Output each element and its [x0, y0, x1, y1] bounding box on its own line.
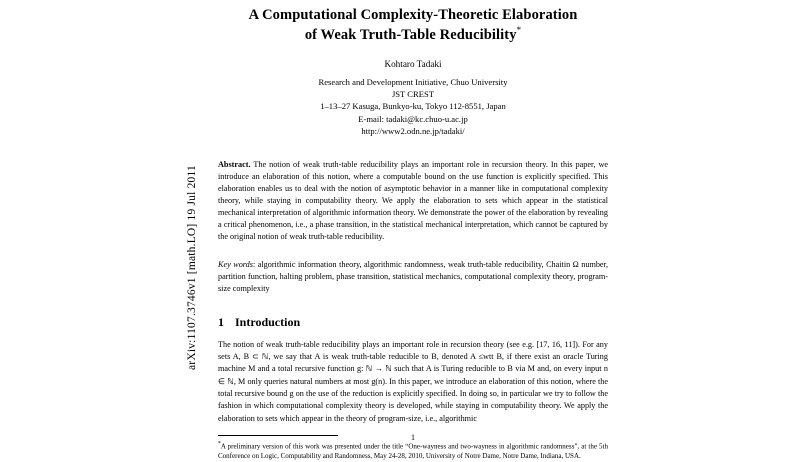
paper-content — [218, 0, 608, 461]
arxiv-identifier-stamp: arXiv:1107.3746v1 [math.LO] 19 Jul 2011 — [186, 165, 198, 370]
introduction-paragraph: The notion of weak truth-table reducibility plays an important role in recursion theory (see e.g. [17, 16, 11]). For any sets A, B ⊂ ℕ, we say that A is weak truth-table reducible to B, denoted A ≤wtt B, if there exist an oracle Turing machine M and a total recursive function g: ℕ → ℕ such that A is Turing reducible to B via M and, on every input n ∈ ℕ, M only queries natural numbers at most g(n). In this paper, we introduce an elaboration of this notion, where the total recursive bound g on the use of the reduction is explicitly specified. In doing so, in particular we try to follow the fashion in which computational complexity theory is developed, while staying in computability theory. We apply the elaboration to sets which appear in the theory of program-size, i.e., algorithmic — [218, 339, 608, 423]
footnote-marker: * — [218, 440, 221, 447]
section-title: Introduction — [235, 314, 301, 329]
title-line-1: A Computational Complexity-Theoretic Elaboration — [248, 7, 578, 23]
keywords-label: Key words — [218, 259, 253, 269]
affiliation-block — [218, 76, 608, 137]
page-title — [218, 6, 608, 45]
section-number: 1 — [218, 314, 224, 329]
affiliation-line: JST CREST — [391, 89, 435, 100]
footnote-text: A preliminary version of this work was presented under the title “One-wayness and two-wayness in algorithmic randomness”, at the 5th Conference on Logic, Computability and Randomness, May 24-28, 2010, University of Notre Dame, Notre Dame, Indiana, USA. — [218, 442, 608, 461]
affiliation-line: 1–13–27 Kasuga, Bunkyo-ku, Tokyo 112-8551, Japan — [320, 101, 506, 112]
affiliation-line: Research and Development Initiative, Chuo University — [318, 77, 508, 88]
affiliation-url[interactable]: http://www2.odn.ne.jp/tadaki/ — [361, 125, 465, 136]
author-name: Kohtaro Tadaki — [384, 59, 442, 70]
page-number: 1 — [411, 433, 415, 442]
abstract-label: Abstract. — [218, 160, 251, 170]
section-heading — [218, 315, 608, 330]
keywords-block — [218, 259, 608, 295]
title-footnote-marker: * — [516, 25, 522, 36]
footnote-block — [218, 440, 608, 462]
abstract-text: The notion of weak truth-table reducibility plays an important role in recursion theory. In this paper, we introduce an elaboration of this notion, where a computable bound on the use function is explicitly specified. This elaboration enables us to deal with the notion of asymptotic behavior in a manner like in computational complexity theory, while staying in computability theory. We apply the elaboration to sets which appear in the statistical mechanical interpretation of algorithmic information theory. We demonstrate the power of the elaboration by revealing a critical phenomenon, i.e., a phase transition, in the statistical mechanical interpretation, which cannot be captured by the original notion of weak truth-table reducibility. — [218, 160, 608, 241]
title-line-2: of Weak Truth-Table Reducibility — [304, 26, 517, 43]
keywords-text: : algorithmic information theory, algorithmic randomness, weak truth-table reducibility, Chaitin Ω number, partition function, halting problem, phase transition, statistical mechanics, computational complexity theory, program-size complexity — [218, 259, 608, 293]
abstract-block — [218, 159, 608, 243]
affiliation-email: E-mail: tadaki@kc.chuo-u.ac.jp — [358, 113, 468, 124]
